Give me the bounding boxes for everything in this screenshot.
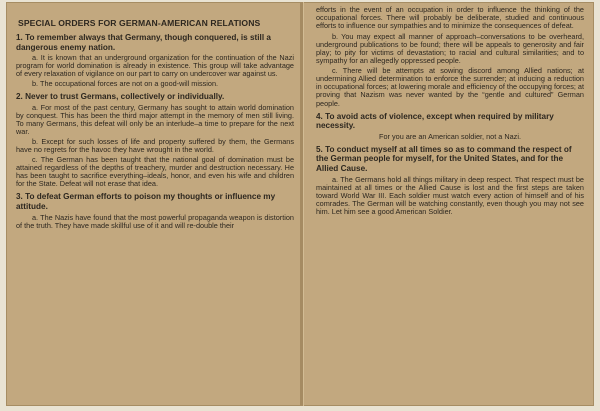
order-3-paragraph-c: c. There will be attempts at sowing discord among Allied nations; at undermining Allied determination to enforce the surrender; at inducing a reduction in occupational forces; at lowering morale and efficiency of the occupying forces; at proving that Nazism was never wanted by the “gentle and cultured” German people. bbox=[316, 66, 584, 108]
document-title: SPECIAL ORDERS FOR GERMAN-AMERICAN RELATIONS bbox=[18, 18, 261, 28]
order-3-paragraph-a: a. The Nazis have found that the most powerful propaganda weapon is distortion of the truth. They have made skillful use of it and will re-double their bbox=[16, 212, 294, 230]
order-2-paragraph-a: a. For most of the past century, Germany has sought to attain world domination by conquest. This has been the third major attempt in the memory of men still living. To many Germans, this defeat will only be an interlude–a time to prepare for the next war. bbox=[16, 102, 294, 137]
order-5-paragraph-a: a. The Germans hold all things military in deep respect. That respect must be maintained at all times or the Allied Cause is lost and the first steps are taken toward World War III. Each soldier must watch every action of himself and of his comrades. The German will be watching constantly, even though you may not see him. Let him see a good American Soldier. bbox=[316, 174, 584, 216]
order-4-statement: For you are an American soldier, not a Nazi. bbox=[379, 131, 521, 141]
order-3-paragraph-a-continued: efforts in the event of an occupation in order to influence the thinking of the occupational forces. There will probably be deliberate, studied and continuous efforts to influence our sympathies and to minimize the consequences of defeat. bbox=[316, 5, 584, 31]
order-4-heading: 4. To avoid acts of violence, except when required by military necessity. bbox=[316, 111, 554, 131]
order-2-paragraph-c: c. The German has been taught that the national goal of domination must be attained regardless of the depths of treachery, murder and destruction necessary. He has been taught to sacrifice everything–ideals, honor, and even his wife and children for the State. Defeat will not erase that idea. bbox=[16, 155, 294, 189]
left-page bbox=[16, 6, 294, 232]
order-1-heading: 1. To remember always that Germany, though conquered, is still a dangerous enemy nation. bbox=[16, 33, 271, 52]
page-fold bbox=[300, 2, 303, 406]
order-1-paragraph-b: b. The occupational forces are not on a good-will mission. bbox=[32, 79, 219, 89]
order-5-heading: 5. To conduct myself at all times so as to command the respect of the German people for myself, for the United States, and for the Allied Cause. bbox=[316, 144, 572, 173]
order-3-heading: 3. To defeat German efforts to poison my thoughts or influence my attitude. bbox=[16, 192, 276, 212]
order-2-heading: 2. Never to trust Germans, collectively or individually. bbox=[16, 92, 225, 102]
order-3-paragraph-b: b. You may expect all manner of approach–conversations to be overheard, underground publications to be found; there will be appeals to generosity and fair play; to pity for victims of devastation; to racial and cultural similarities; and to sympathy for an allegedly oppressed people. bbox=[316, 32, 584, 66]
order-1-paragraph-a: a. It is known that an underground organization for the continuation of the Nazi program for world domination is already in existence. This group will take advantage of every relaxation of vigilance on our part to carry on undercover war against us. bbox=[16, 53, 294, 79]
order-2-paragraph-b: b. Except for such losses of life and property suffered by them, the Germans have no regrets for the havoc they have wrought in the world. bbox=[16, 137, 294, 155]
right-page bbox=[316, 6, 584, 218]
